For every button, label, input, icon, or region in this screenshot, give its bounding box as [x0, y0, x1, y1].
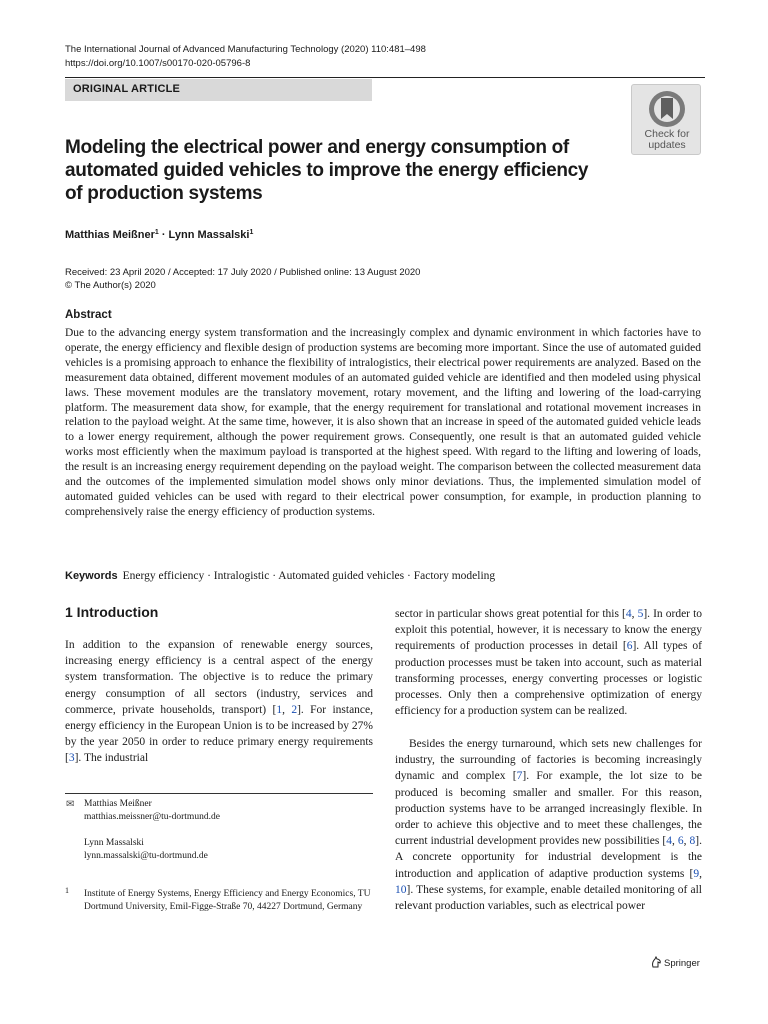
citation-link[interactable]: 7	[516, 770, 523, 783]
intro-paragraph-2	[395, 736, 702, 914]
citation-link[interactable]: 5	[637, 608, 644, 620]
publisher-name: Springer	[664, 958, 700, 969]
body-text: ]. All types of production processes must be taken into account, such as material transforming processes, energy converting processes or logistic processes. Only then a comprehensive optimization of energy efficiency for a production system can be realized.	[395, 640, 702, 718]
intro-paragraph-1	[65, 637, 373, 767]
article-type-label: ORIGINAL ARTICLE	[73, 83, 181, 95]
affiliation-number: 1	[65, 886, 69, 895]
citation-link[interactable]: 3	[68, 752, 75, 765]
journal-citation: The International Journal of Advanced Manufacturing Technology (2020) 110:481–498	[65, 44, 426, 55]
citation-link[interactable]: 6	[626, 640, 633, 653]
body-text: ]. In order to exploit this potential, however, it is necessary to know the energy requirements of production processes in detail [	[395, 608, 703, 653]
bookmark-icon	[647, 89, 687, 129]
doi-link[interactable]: https://doi.org/10.1007/s00170-020-05796-8	[65, 58, 251, 69]
author-name[interactable]: Matthias Meißner	[65, 229, 155, 241]
body-text: ,	[683, 835, 690, 848]
citation-link[interactable]: 8	[689, 835, 696, 848]
abstract-heading: Abstract	[65, 309, 112, 321]
second-author-name: Lynn Massalski	[84, 838, 144, 848]
body-text: Besides the energy turnaround, which sets new challenges for industry, the surrounding of factories is becoming increasingly dynamic and complex [	[395, 738, 702, 783]
article-type-banner	[65, 79, 372, 101]
body-text: ,	[282, 703, 292, 716]
author-affiliation-marker: 1	[154, 229, 159, 236]
body-text: ]. The industrial	[74, 752, 149, 765]
second-author-email[interactable]: lynn.massalski@tu-dortmund.de	[84, 851, 208, 861]
publisher-logo	[651, 956, 700, 969]
affiliation-text: Institute of Energy Systems, Energy Efficiency and Energy Economics, TU Dortmund University, Emil-Figge-Straße 70, 44227 Dortmund, Germany	[84, 889, 371, 912]
check-for-updates-text: Check for updates	[644, 128, 690, 151]
keywords-list: Energy efficiency · Intralogistic · Automated guided vehicles · Factory modeling	[122, 570, 496, 582]
check-for-updates-badge[interactable]	[631, 84, 701, 155]
citation-link[interactable]: 6	[677, 835, 684, 848]
citation-link[interactable]: 1	[276, 703, 283, 716]
author-name[interactable]: Lynn Massalski	[168, 229, 250, 241]
body-text: ,	[631, 608, 638, 620]
citation-link[interactable]: 10	[395, 883, 407, 896]
body-text: ]. A concrete opportunity for industrial development is the introduction and application of adaptive production systems [	[395, 835, 703, 880]
citation-link[interactable]: 4	[625, 608, 632, 620]
corresponding-author-email[interactable]: matthias.meissner@tu-dortmund.de	[84, 812, 220, 822]
keywords-label: Keywords	[65, 570, 118, 582]
author-affiliation-marker: 1	[249, 229, 254, 236]
body-text: ,	[671, 835, 678, 848]
corresponding-author-name: Matthias Meißner	[84, 799, 152, 809]
body-text: In addition to the expansion of renewable energy sources, increasing energy efficiency is a central aspect of the energy system transformation. The objective is to reduce the primary energy consumption of all sectors (industry, services and commerce, private households, transport) [	[65, 639, 373, 716]
article-title: Modeling the electrical power and energy consumption of automated guided vehicles to improve the energy efficiency of production systems	[65, 137, 589, 204]
journal-header	[65, 43, 426, 71]
body-text: sector in particular shows great potential for this [	[395, 608, 626, 620]
keywords-line	[65, 570, 705, 582]
author-list	[65, 229, 253, 241]
body-text: ]. These systems, for example, enable detailed monitoring of all relevant production variables, such as electrical power	[395, 883, 702, 913]
header-divider	[65, 77, 705, 78]
envelope-icon: ✉	[66, 799, 75, 810]
body-text: ,	[699, 867, 702, 880]
citation-link[interactable]: 4	[666, 835, 672, 848]
abstract-body: Due to the advancing energy system transformation and the increasingly complex and dynamic environment in which factories have to operate, the energy efficiency and flexible design of production systems are becoming more important. Since the use of automated guided vehicles is a promising approach to enhance the flexibility of intralogistics, their electrical power requirements are analyzed. Based on the measurement data obtained, different movement modules of an automated guided vehicle are identified and then modeled using physical laws. These movement modules are the translatory movement, rotary movement, and the lifting and lowering of the load-carrying platform. The measurement data show, for example, that the energy requirement for translational and rotational movement increases in relation to the payload weight. At the same time, however, it is also shown that an increase in speed of the automated guided vehicle leads to a lower energy requirement, although the power requirement grows. Consequently, one result is that an automated guided vehicle works most efficiently when the maximum payload is transported at the highest speed. With regard to the lifting and lowering of loads, the result is an increasing energy requirement depending on the payload weight. The comparison between the collected measurement data and the outcomes of the implemented simulation model shows only minor deviations. Thus, the implemented simulation model of automated guided vehicles can be used with regard to their electrical power consumption, for example, in production planning to comprehensively raise the energy efficiency of production systems.	[65, 327, 701, 518]
copyright: © The Author(s) 2020	[65, 280, 156, 291]
author-separator: ·	[158, 229, 169, 241]
citation-link[interactable]: 9	[693, 867, 700, 880]
springer-horse-icon	[651, 956, 662, 968]
body-text: ]. For example, the lot size to be produced is becoming smaller and smaller. For this reason, production systems have to be arranged increasingly flexible. In order to achieve this objective and to meet these challenges, the current industrial development provides new possibilities [	[395, 770, 702, 848]
history-dates: Received: 23 April 2020 / Accepted: 17 July 2020 / Published online: 13 August 2020	[65, 267, 421, 278]
body-text: ]. For instance, energy efficiency in the European Union is to be increased by 27% by the year 2050 in order to reduce primary energy requirements [	[65, 703, 374, 765]
citation-link[interactable]: 2	[291, 703, 298, 716]
footnote-divider	[65, 793, 373, 794]
intro-paragraph-1-continued	[395, 606, 702, 719]
section-heading: 1 Introduction	[65, 604, 159, 620]
publication-dates	[65, 266, 420, 292]
